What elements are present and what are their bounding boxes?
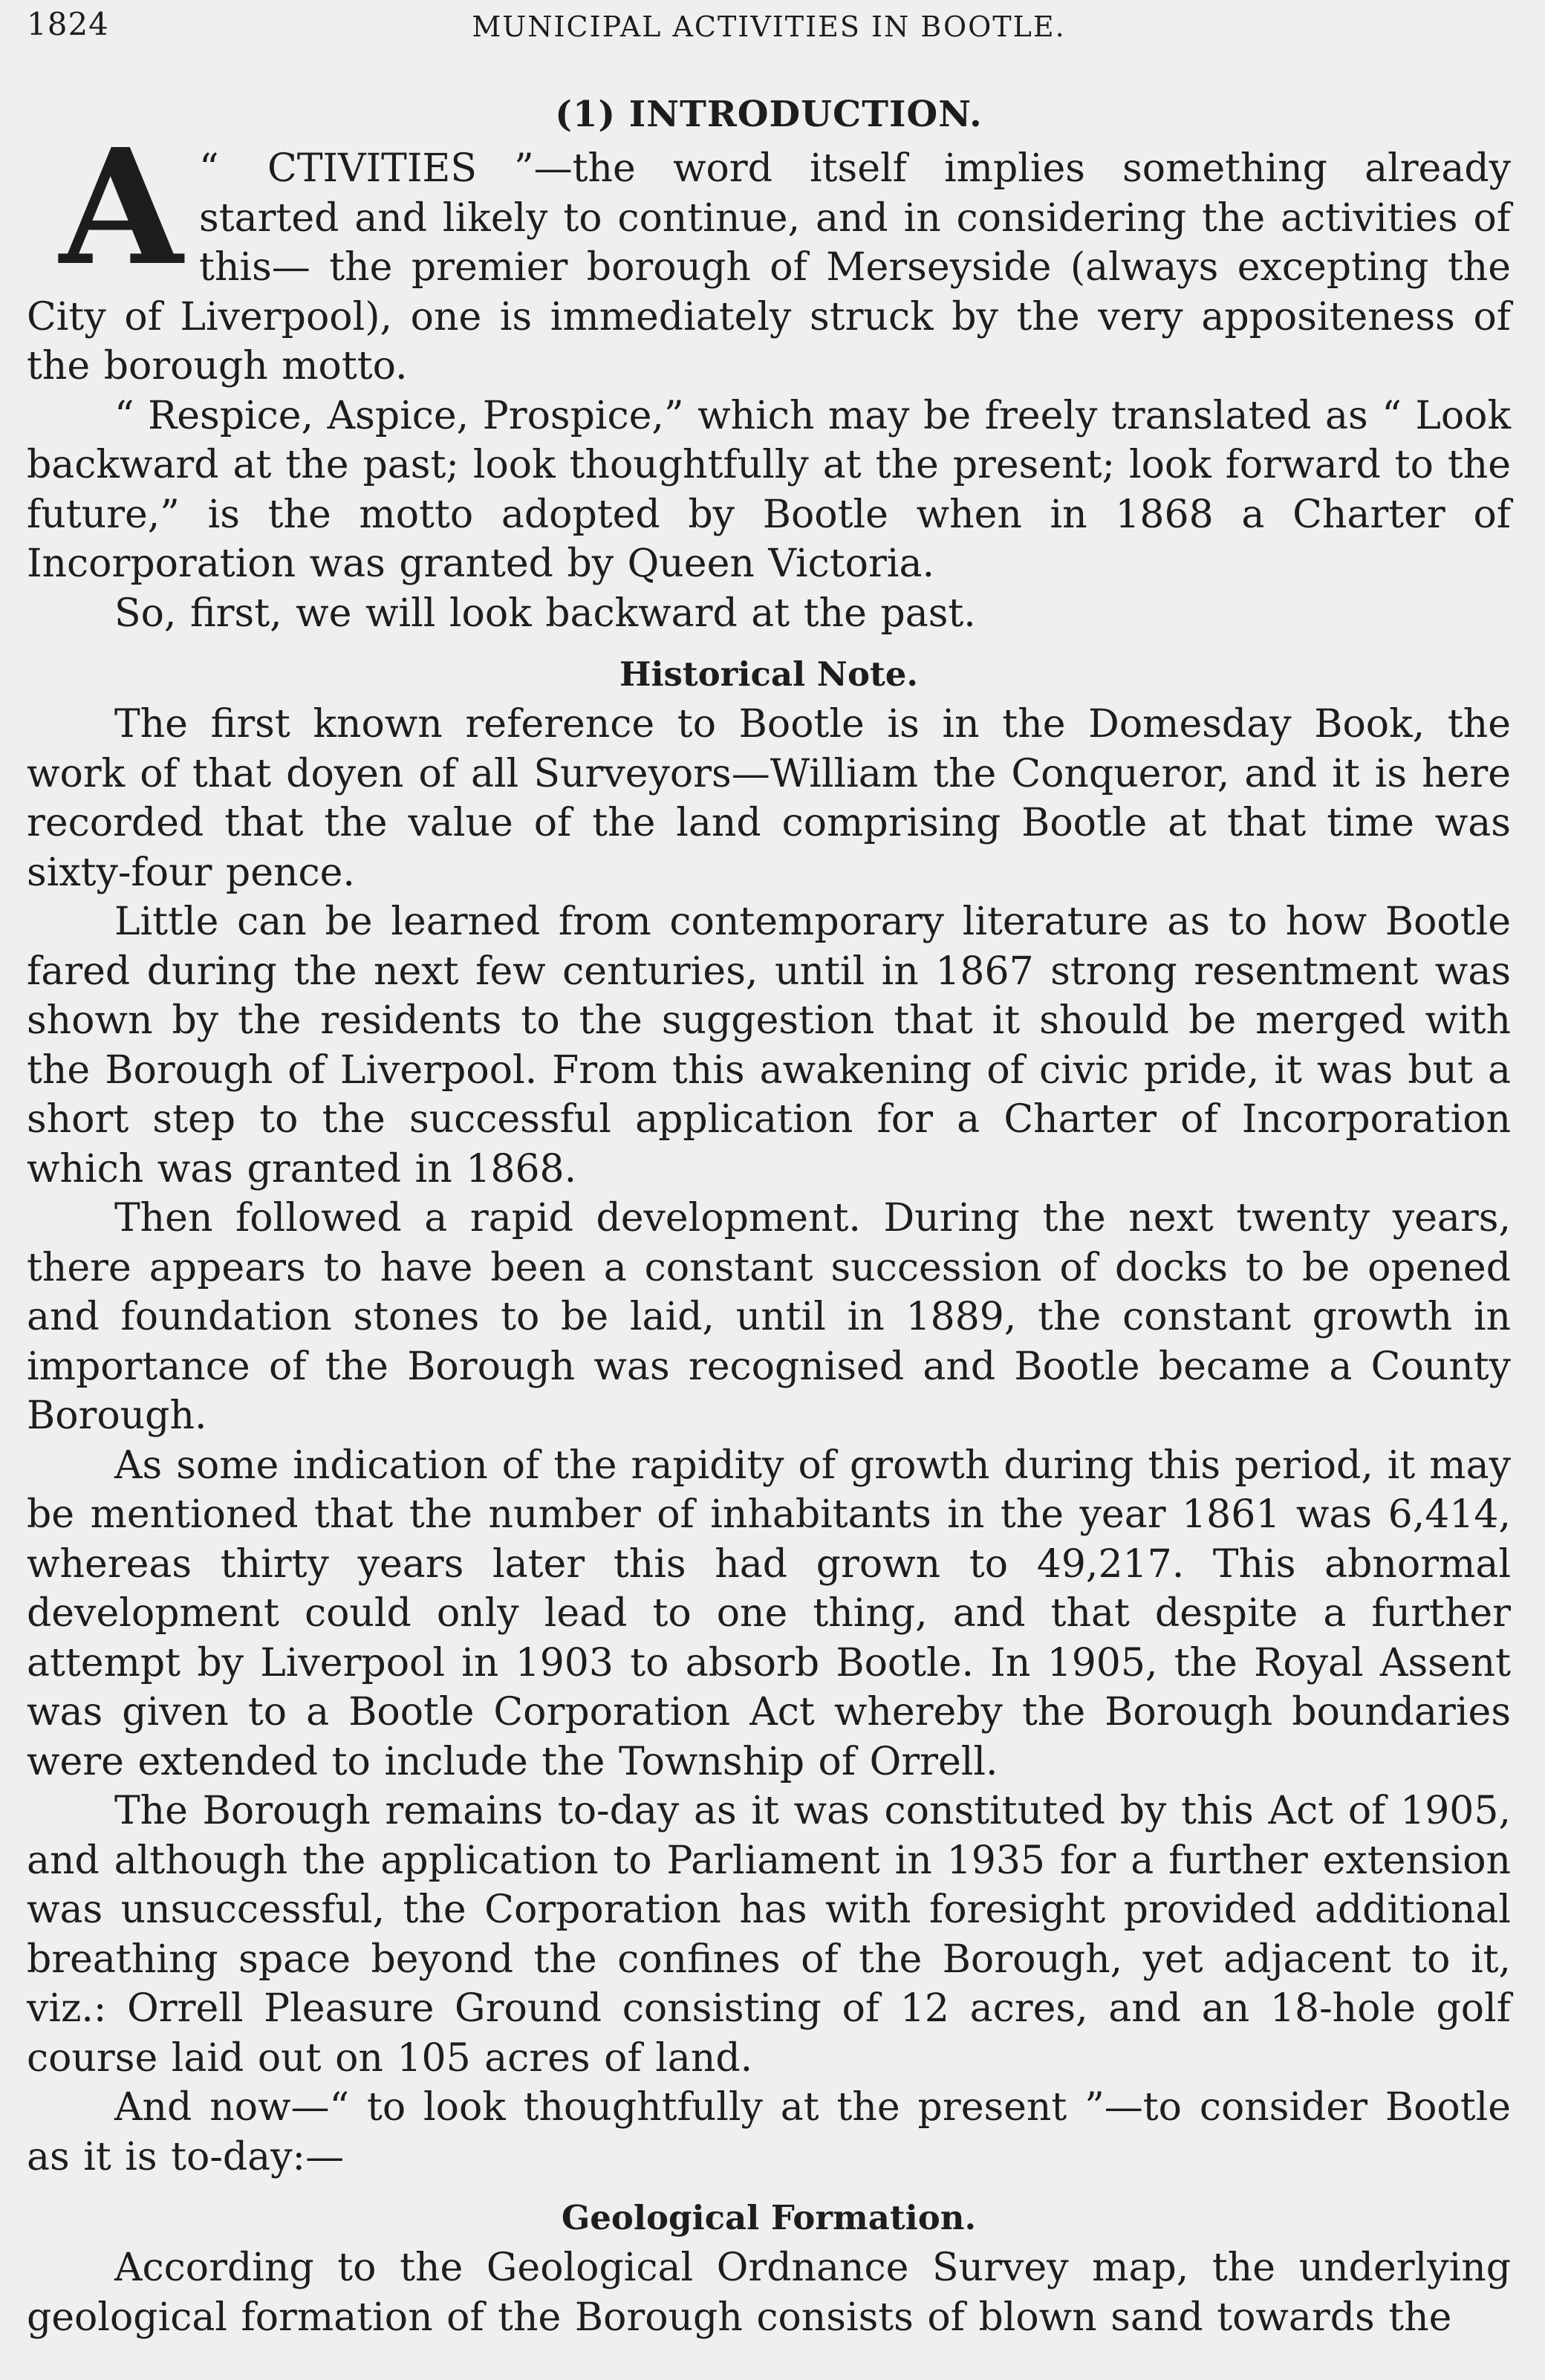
- running-header: [27, 0, 1511, 62]
- historical-paragraph: The Borough remains to-day as it was constituted by this Act of 1905, and although the application to Parliament in 1935 for a further extension was unsuccessful, the Corporation has with foresight provided additional breathing space beyond the confines of the Borough, yet adjacent to it, viz.: Orrell Pleasure Ground consisting of 12 acres, and an 18-hole golf course laid out on 105 acres of land.: [27, 1789, 1511, 2081]
- historical-paragraph: The first known reference to Bootle is in the Domesday Book, the work of that doyen of all Surveyors—William the Conqueror, and it is here recorded that the value of the land comprising Bootle at that time was sixty-four pence.: [27, 702, 1511, 895]
- geological-paragraph: According to the Geological Ordnance Survey map, the underlying geological formation of the Borough consists of blown sand towards the: [27, 2246, 1511, 2340]
- opening-quote: “: [199, 146, 219, 191]
- historical-paragraph: And now—“ to look thoughtfully at the present ”—to consider Bootle as it is to-day:—: [27, 2085, 1511, 2179]
- intro-paragraph-1-text: CTIVITIES ”—the word itself implies something already started and likely to continue, and in considering the activities of this— the premier borough of Merseyside (always excepting the City of Liverpool), one is immediately struck by the very appositeness of the borough motto.: [27, 146, 1511, 388]
- subheading-historical-note: Historical Note.: [619, 654, 919, 694]
- drop-cap: A: [59, 114, 183, 301]
- intro-paragraph-3: So, first, we will look backward at the past.: [114, 591, 976, 636]
- page-number: 1824: [27, 6, 109, 42]
- subheading-geological-formation: Geological Formation.: [561, 2198, 977, 2237]
- historical-paragraph: Little can be learned from contemporary literature as to how Bootle fared during the next few centuries, until in 1867 strong resentment was shown by the residents to the suggestion that it should be merged with the Borough of Liverpool. From this awakening of civic pride, it was but a short step to the successful application for a Charter of Incorporation which was granted in 1868.: [27, 900, 1511, 1191]
- historical-paragraph: As some indication of the rapidity of growth during this period, it may be mentioned that the number of inhabitants in the year 1861 was 6,414, whereas thirty years later this had grown to 49,217. This abnormal development could only lead to one thing, and that despite a further attempt by Liverpool in 1903 to absorb Bootle. In 1905, the Royal Assent was given to a Bootle Corporation Act whereby the Borough boundaries were extended to include the Township of Orrell.: [27, 1443, 1511, 1784]
- running-title: MUNICIPAL ACTIVITIES IN BOOTLE.: [472, 10, 1066, 43]
- historical-paragraph: Then followed a rapid development. During the next twenty years, there appears to have been a constant succession of docks to be opened and foundation stones to be laid, until in 1889, the constant growth in importance of the Borough was recognised and Bootle became a County Borough.: [27, 1196, 1511, 1438]
- section-heading-introduction: (1) INTRODUCTION.: [555, 94, 983, 135]
- intro-paragraph-2: “ Respice, Aspice, Prospice,” which may be freely translated as “ Look backward at the past; look thoughtfully at the present; look forward to the future,” is the motto adopted by Bootle when in 1868 a Charter of Incorporation was granted by Queen Victoria.: [27, 393, 1511, 586]
